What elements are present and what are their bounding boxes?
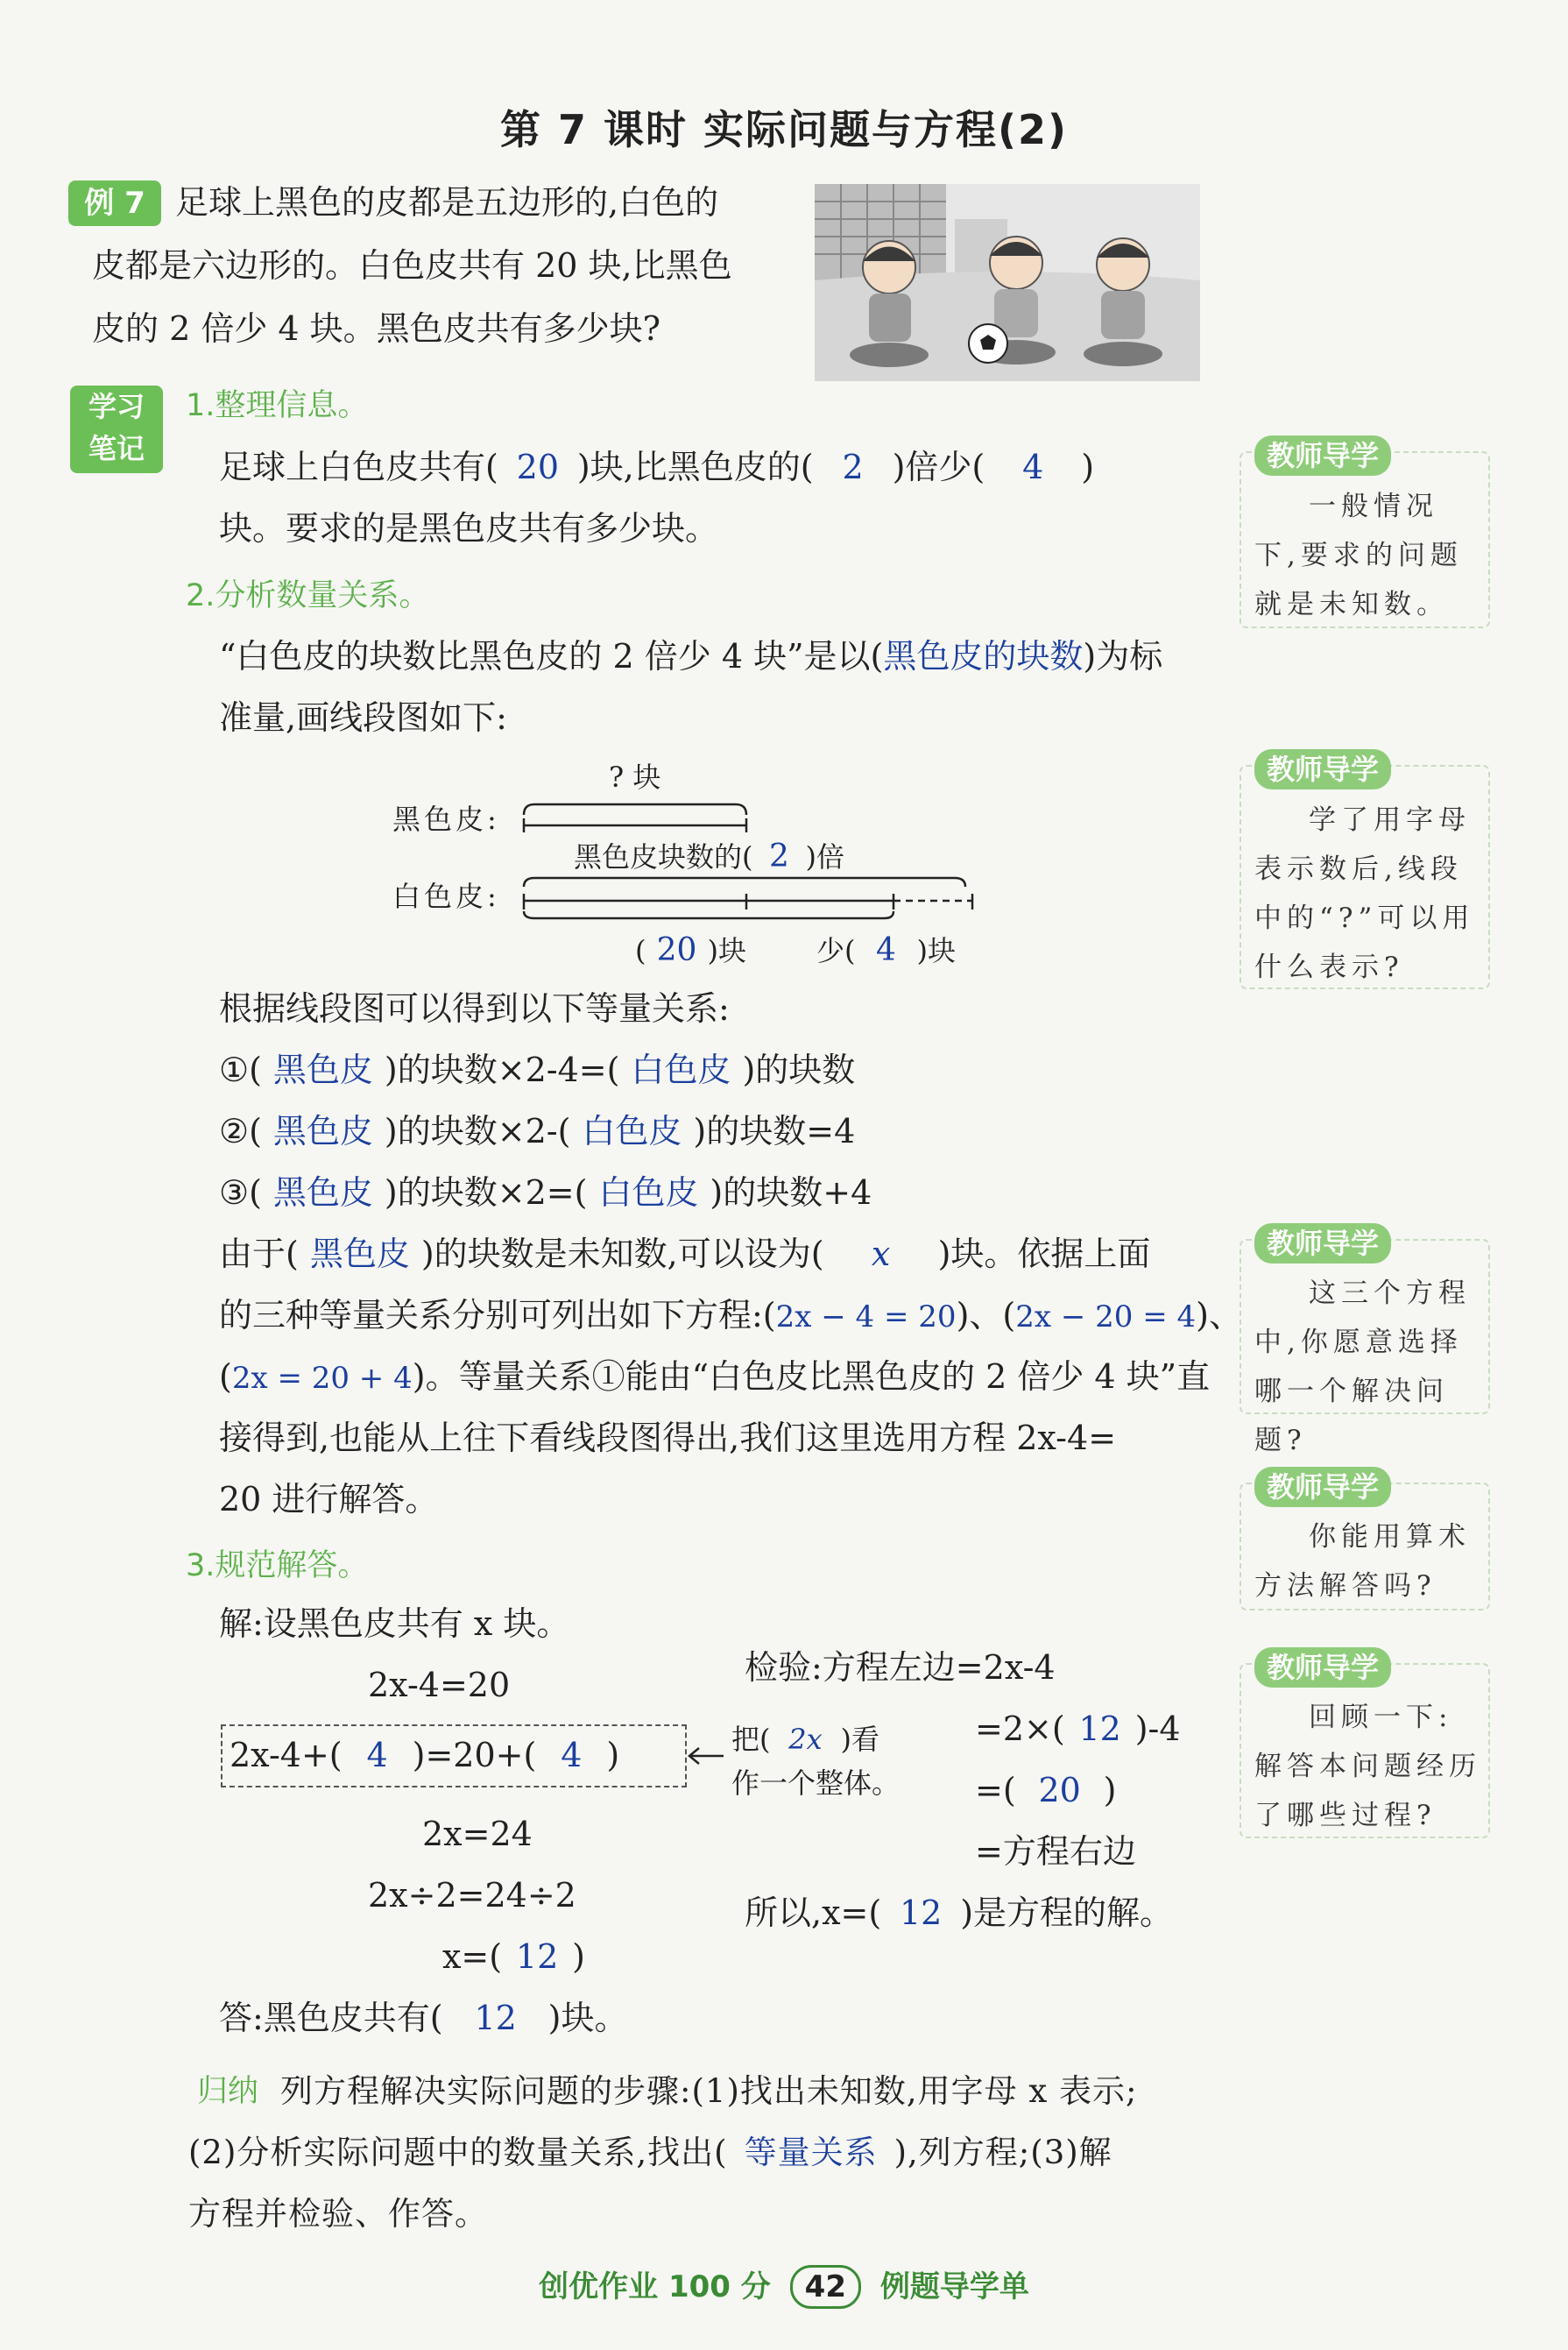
check-line-4: =方程右边: [975, 1832, 1136, 1871]
solve-intro: 解:设黑色皮共有 x 块。: [219, 1604, 570, 1643]
diagram-times-label: 黑色皮块数的( 2 )倍: [574, 839, 844, 874]
step2-line-2: 准量,画线段图如下:: [219, 698, 507, 737]
summary-tag: 归纳: [197, 2074, 259, 2109]
black-brace: [524, 804, 746, 815]
footer: [0, 2262, 1568, 2309]
check-line-3: =( 20 ): [975, 1771, 1117, 1809]
study-notes-line-2: 笔记: [88, 432, 145, 465]
para-line-4: 接得到,也能从上往下看线段图得出,我们这里选用方程 2x-4=: [219, 1419, 1117, 1457]
teacher-note-5-text: 回顾一下:解答本问题经历了哪些过程?: [1254, 1702, 1481, 1831]
step2-heading: 2.分析数量关系。: [186, 578, 430, 613]
equation-1: 2x-4=20: [368, 1666, 511, 1704]
step1-heading: 1.整理信息。: [186, 388, 369, 423]
whole-note-line-1: 把( 2x )看: [731, 1723, 879, 1756]
equation-2: 2x-4+( 4 )=20+( 4 ): [230, 1736, 620, 1774]
answer-4: 4: [1022, 448, 1044, 486]
example-line-3: 皮的 2 倍少 4 块。黑色皮共有多少块?: [92, 309, 661, 348]
para-line-5: 20 进行解答。: [219, 1480, 439, 1518]
study-notes-badge: [70, 386, 163, 473]
teacher-note-3-text: 这三个方程中,你愿意选择哪一个解决问题?: [1254, 1278, 1471, 1456]
teacher-note-4-tag: 教师导学: [1254, 1467, 1391, 1507]
answer-line: 答:黑色皮共有( 12 )块。: [219, 1999, 628, 2037]
line-segment-diagram: [517, 789, 985, 920]
answer-standard-quantity: 黑色皮的块数: [883, 637, 1084, 676]
footer-brand: 创优作业 100 分: [539, 2269, 771, 2304]
whole-note-line-2: 作一个整体。: [731, 1766, 901, 1800]
example-line-1: 足球上黑色的皮都是五边形的,白色的: [175, 183, 719, 222]
study-notes-line-1: 学习: [88, 390, 145, 423]
page-title: 第 7 课时 实际问题与方程(2): [499, 106, 1069, 153]
kids-football-illustration: [815, 184, 1200, 381]
teacher-note-2-text: 学了用字母表示数后,线段中的“?”可以用什么表示?: [1254, 804, 1475, 983]
check-line-2: =2×( 12 )-4: [975, 1709, 1181, 1748]
relation-1: ①( 黑色皮 )的块数×2-4=( 白色皮 )的块数: [219, 1051, 856, 1089]
soccer-ball-icon: [969, 324, 1007, 363]
equation-4: 2x÷2=24÷2: [368, 1876, 576, 1915]
equation-3: 2x=24: [422, 1815, 533, 1853]
summary-line-1: 列方程解决实际问题的步骤:(1)找出未知数,用字母 x 表示;: [280, 2072, 1138, 2110]
diagram-bottom-labels: ( 20 )块 少( 4 )块: [635, 932, 956, 968]
summary-line-3: 方程并检验、作答。: [188, 2195, 488, 2233]
teacher-note-2-tag: 教师导学: [1254, 749, 1391, 789]
page-number: 42: [790, 2265, 861, 2309]
step1-line-1: 足球上白色皮共有( 20 )块,比黑色皮的( 2 )倍少( 4 ): [219, 436, 1094, 498]
step3-heading: 3.规范解答。: [186, 1548, 369, 1583]
diagram-white-label: 白色皮:: [392, 880, 500, 913]
teacher-note-1-text: 一般情况下,要求的问题就是未知数。: [1254, 491, 1463, 620]
arrow-left-icon: [685, 1745, 725, 1766]
answer-2: 2: [842, 448, 864, 486]
teacher-note-3-tag: 教师导学: [1254, 1223, 1391, 1263]
summary-line-2: (2)分析实际问题中的数量关系,找出( 等量关系 ),列方程;(3)解: [188, 2134, 1112, 2171]
equation-5: x=( 12 ): [442, 1937, 585, 1976]
white-top-brace: [524, 878, 965, 887]
footer-section: 例题导学单: [879, 2269, 1029, 2304]
white-bottom-brace: [524, 911, 893, 918]
step1-line-2: 块。要求的是黑色皮共有多少块。: [219, 509, 719, 548]
relations-intro: 根据线段图可以得到以下等量关系:: [219, 989, 730, 1028]
check-line-1: 检验:方程左边=2x-4: [745, 1648, 1056, 1687]
teacher-note-4-text: 你能用算术方法解答吗?: [1254, 1521, 1471, 1602]
para-line-3: (2x = 20 + 4)。等量关系①能由“白色皮比黑色皮的 2 倍少 4 块”直: [219, 1357, 1211, 1396]
step2-line-1: “白色皮的块数比黑色皮的 2 倍少 4 块”是以(黑色皮的块数)为标: [219, 626, 1162, 687]
answer-20: 20: [516, 448, 559, 486]
example-badge: 例 7: [68, 180, 161, 226]
teacher-note-1-tag: 教师导学: [1254, 435, 1391, 476]
diagram-question-label: ? 块: [609, 761, 661, 794]
check-line-5: 所以,x=( 12 )是方程的解。: [745, 1893, 1174, 1932]
teacher-note-5-tag: 教师导学: [1254, 1647, 1391, 1688]
diagram-black-label: 黑色皮:: [392, 803, 500, 836]
para-line-2: 的三种等量关系分别可列出如下方程:(2x − 4 = 20)、(2x − 20 = 4)、: [219, 1296, 1242, 1334]
relation-2: ②( 黑色皮 )的块数×2-( 白色皮 )的块数=4: [219, 1112, 856, 1150]
relation-3: ③( 黑色皮 )的块数×2=( 白色皮 )的块数+4: [219, 1173, 872, 1212]
example-line-2: 皮都是六边形的。白色皮共有 20 块,比黑色: [92, 246, 732, 285]
para-line-1: 由于( 黑色皮 )的块数是未知数,可以设为( x )块。依据上面: [219, 1235, 1151, 1273]
